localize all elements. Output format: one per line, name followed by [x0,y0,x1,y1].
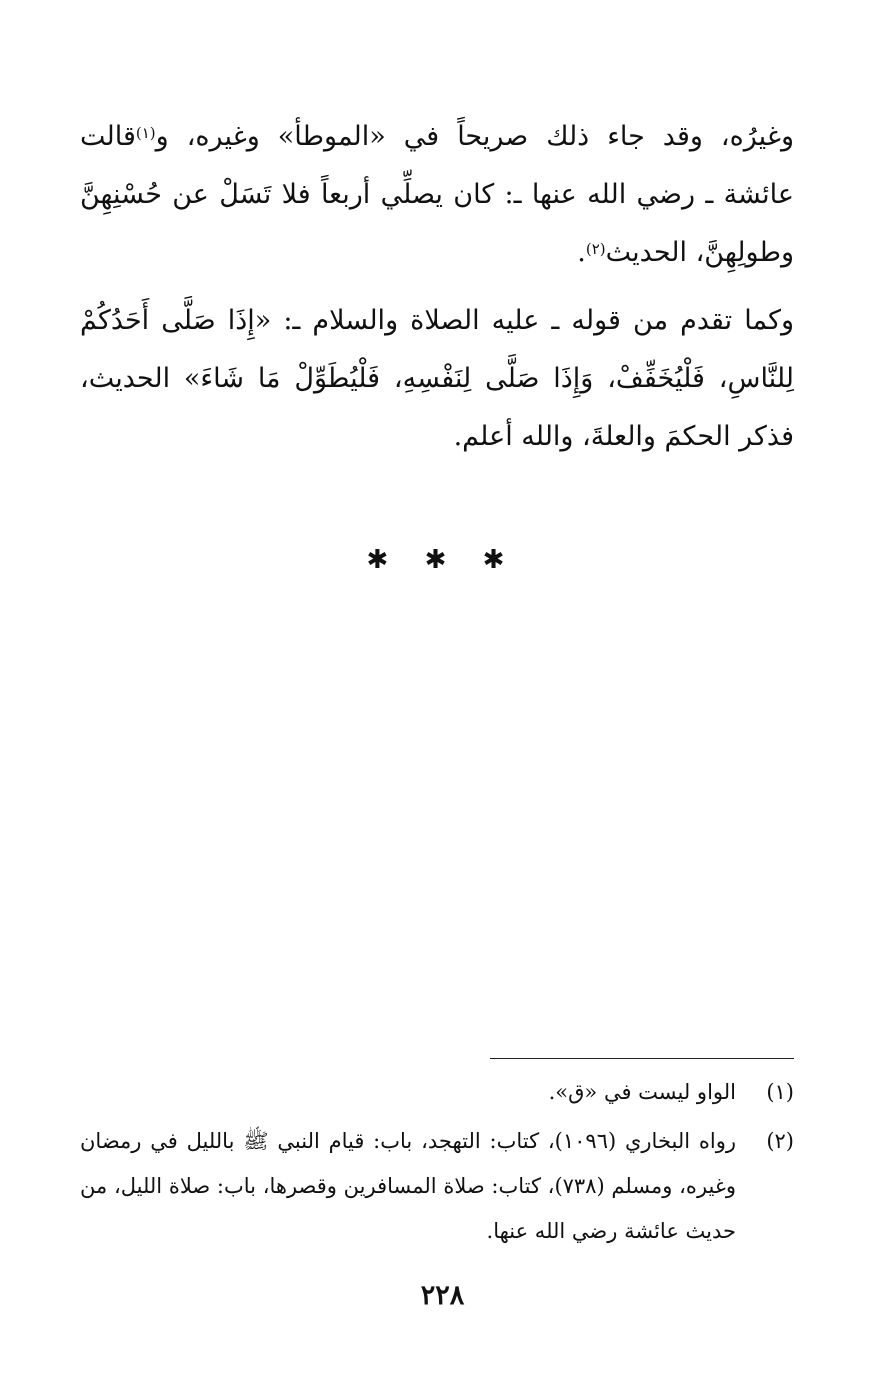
footnote-ref-1: (١) [135,124,156,142]
footnote-1 [80,1070,794,1115]
footnote-2 [80,1119,794,1254]
paragraph-2-text: وكما تقدم من قوله ـ عليه الصلاة والسلام ـ: «إِذَا صَلَّى أَحَدُكُمْ لِلنَّاسِ، فَلْيُخَفِّفْ، وَإِذَا صَلَّى لِنَفْسِهِ، فَلْيُطَوِّلْ مَا شَاءَ» الحديث، فذكر الحكمَ والعلةَ، والله أعلم. [80,305,794,452]
footnote-2-number: (٢) [766,1129,794,1153]
footnote-separator-rule [490,1058,794,1059]
section-divider-asterisks: ✱ ✱ ✱ [366,545,519,575]
paragraph-1-text-start: وغيرُه، وقد جاء ذلك صريحاً في «الموطأ» وغيره، و [155,121,794,152]
footnote-ref-2: (٢) [585,240,606,258]
footnotes-section [80,1070,794,1258]
footnote-1-number: (١) [766,1080,794,1104]
footnote-2-text: رواه البخاري (١٠٩٦)، كتاب: التهجد، باب: قيام النبي ﷺ بالليل في رمضان وغيره، ومسلم (٧٣٨)، كتاب: صلاة المسافرين وقصرها، باب: صلاة الليل، من حديث عائشة رضي الله عنها. [80,1129,737,1243]
paragraph-2 [80,292,794,466]
paragraph-1-text-middle: قالت عائشة ـ رضي الله عنها ـ: كان يصلِّي أربعاً فلا تَسَلْ عن حُسْنِهِنَّ وطولِهِنَّ، الحديث [80,121,794,268]
footnote-1-text: الواو ليست في «ق». [548,1080,736,1104]
paragraph-1-text-end: . [577,237,586,268]
page-number: ٢٢٨ [420,1280,465,1311]
paragraph-1 [80,108,794,282]
